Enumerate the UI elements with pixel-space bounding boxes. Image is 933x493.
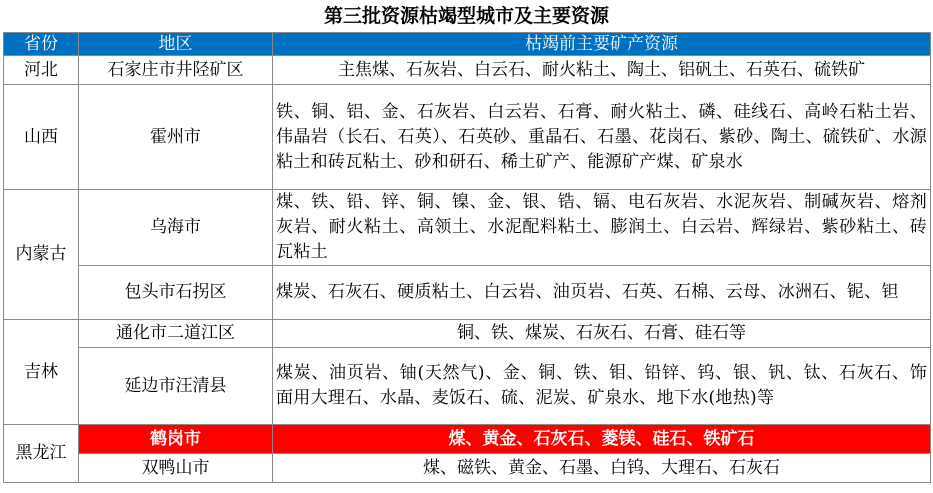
- resources-text: 煤、黄金、石灰石、菱镁、硅石、铁矿石: [448, 428, 755, 449]
- resources-cell[interactable]: [273, 85, 931, 190]
- region-cell[interactable]: 延边市汪清县: [79, 348, 273, 425]
- header-province[interactable]: 省份: [3, 32, 79, 56]
- resources-text: 铁、铜、铝、金、石灰岩、白云岩、石膏、耐火粘土、磷、硅线石、高岭石粘土岩、伟晶岩（长石、石英）、石英砂、重晶石、石墨、花岗石、紫砂、陶土、硫铁矿、水源粘土和砖瓦粘土、砂和研石、稀土矿产、能源矿产煤、矿泉水: [276, 101, 927, 172]
- region-cell[interactable]: 包头市石拐区: [79, 266, 273, 320]
- resources-text: 煤炭、石灰石、硬质粘土、白云岩、油页岩、石英、石棉、云母、冰洲石、铌、钽: [276, 282, 899, 302]
- resources-text: 主焦煤、石灰岩、白云石、耐火粘土、陶土、铝矾土、石英石、硫铁矿: [338, 59, 865, 80]
- resources-cell-highlighted[interactable]: [273, 425, 931, 454]
- region-cell[interactable]: 通化市二道江区: [79, 320, 273, 348]
- province-cell[interactable]: 黑龙江: [3, 425, 79, 483]
- region-cell[interactable]: 乌海市: [79, 190, 273, 266]
- resources-cell[interactable]: [273, 320, 931, 348]
- header-region[interactable]: 地区: [79, 32, 273, 56]
- resources-cell[interactable]: [273, 348, 931, 425]
- resources-text: 煤炭、油页岩、铀(天然气)、金、铜、铁、钼、铅锌、钨、银、钒、钛、石灰石、饰面用大理石、水晶、麦饭石、硫、泥炭、矿泉水、地下水(地热)等: [276, 363, 927, 408]
- resources-cell[interactable]: [273, 266, 931, 320]
- sheet-title: 第三批资源枯竭型城市及主要资源: [323, 5, 609, 27]
- region-cell[interactable]: 双鸭山市: [79, 454, 273, 483]
- province-cell[interactable]: 山西: [3, 85, 79, 190]
- resources-text: 铜、铁、煤炭、石灰石、石膏、硅石等: [457, 323, 746, 343]
- header-resources[interactable]: 枯竭前主要矿产资源: [273, 32, 931, 56]
- resources-text: 煤、磁铁、黄金、石墨、白钨、大理石、石灰石: [423, 457, 780, 478]
- province-cell[interactable]: 吉林: [3, 320, 79, 425]
- province-cell[interactable]: 内蒙古: [3, 190, 79, 320]
- resources-cell[interactable]: [273, 454, 931, 483]
- region-cell-highlighted[interactable]: 鹤岗市: [79, 425, 273, 454]
- resource-table: [3, 32, 931, 491]
- resources-cell[interactable]: [273, 190, 931, 266]
- region-cell[interactable]: 霍州市: [79, 85, 273, 190]
- resources-text: 煤、铁、铅、锌、铜、镍、金、银、锆、镉、电石灰岩、水泥灰岩、制碱灰岩、熔剂灰岩、耐火粘土、高领土、水泥配料粘土、膨润土、白云岩、辉绿岩、紫砂粘土、砖瓦粘土: [276, 192, 927, 262]
- resources-cell[interactable]: [273, 56, 931, 85]
- region-cell[interactable]: 石家庄市井陉矿区: [79, 56, 273, 85]
- province-cell[interactable]: 河北: [3, 56, 79, 85]
